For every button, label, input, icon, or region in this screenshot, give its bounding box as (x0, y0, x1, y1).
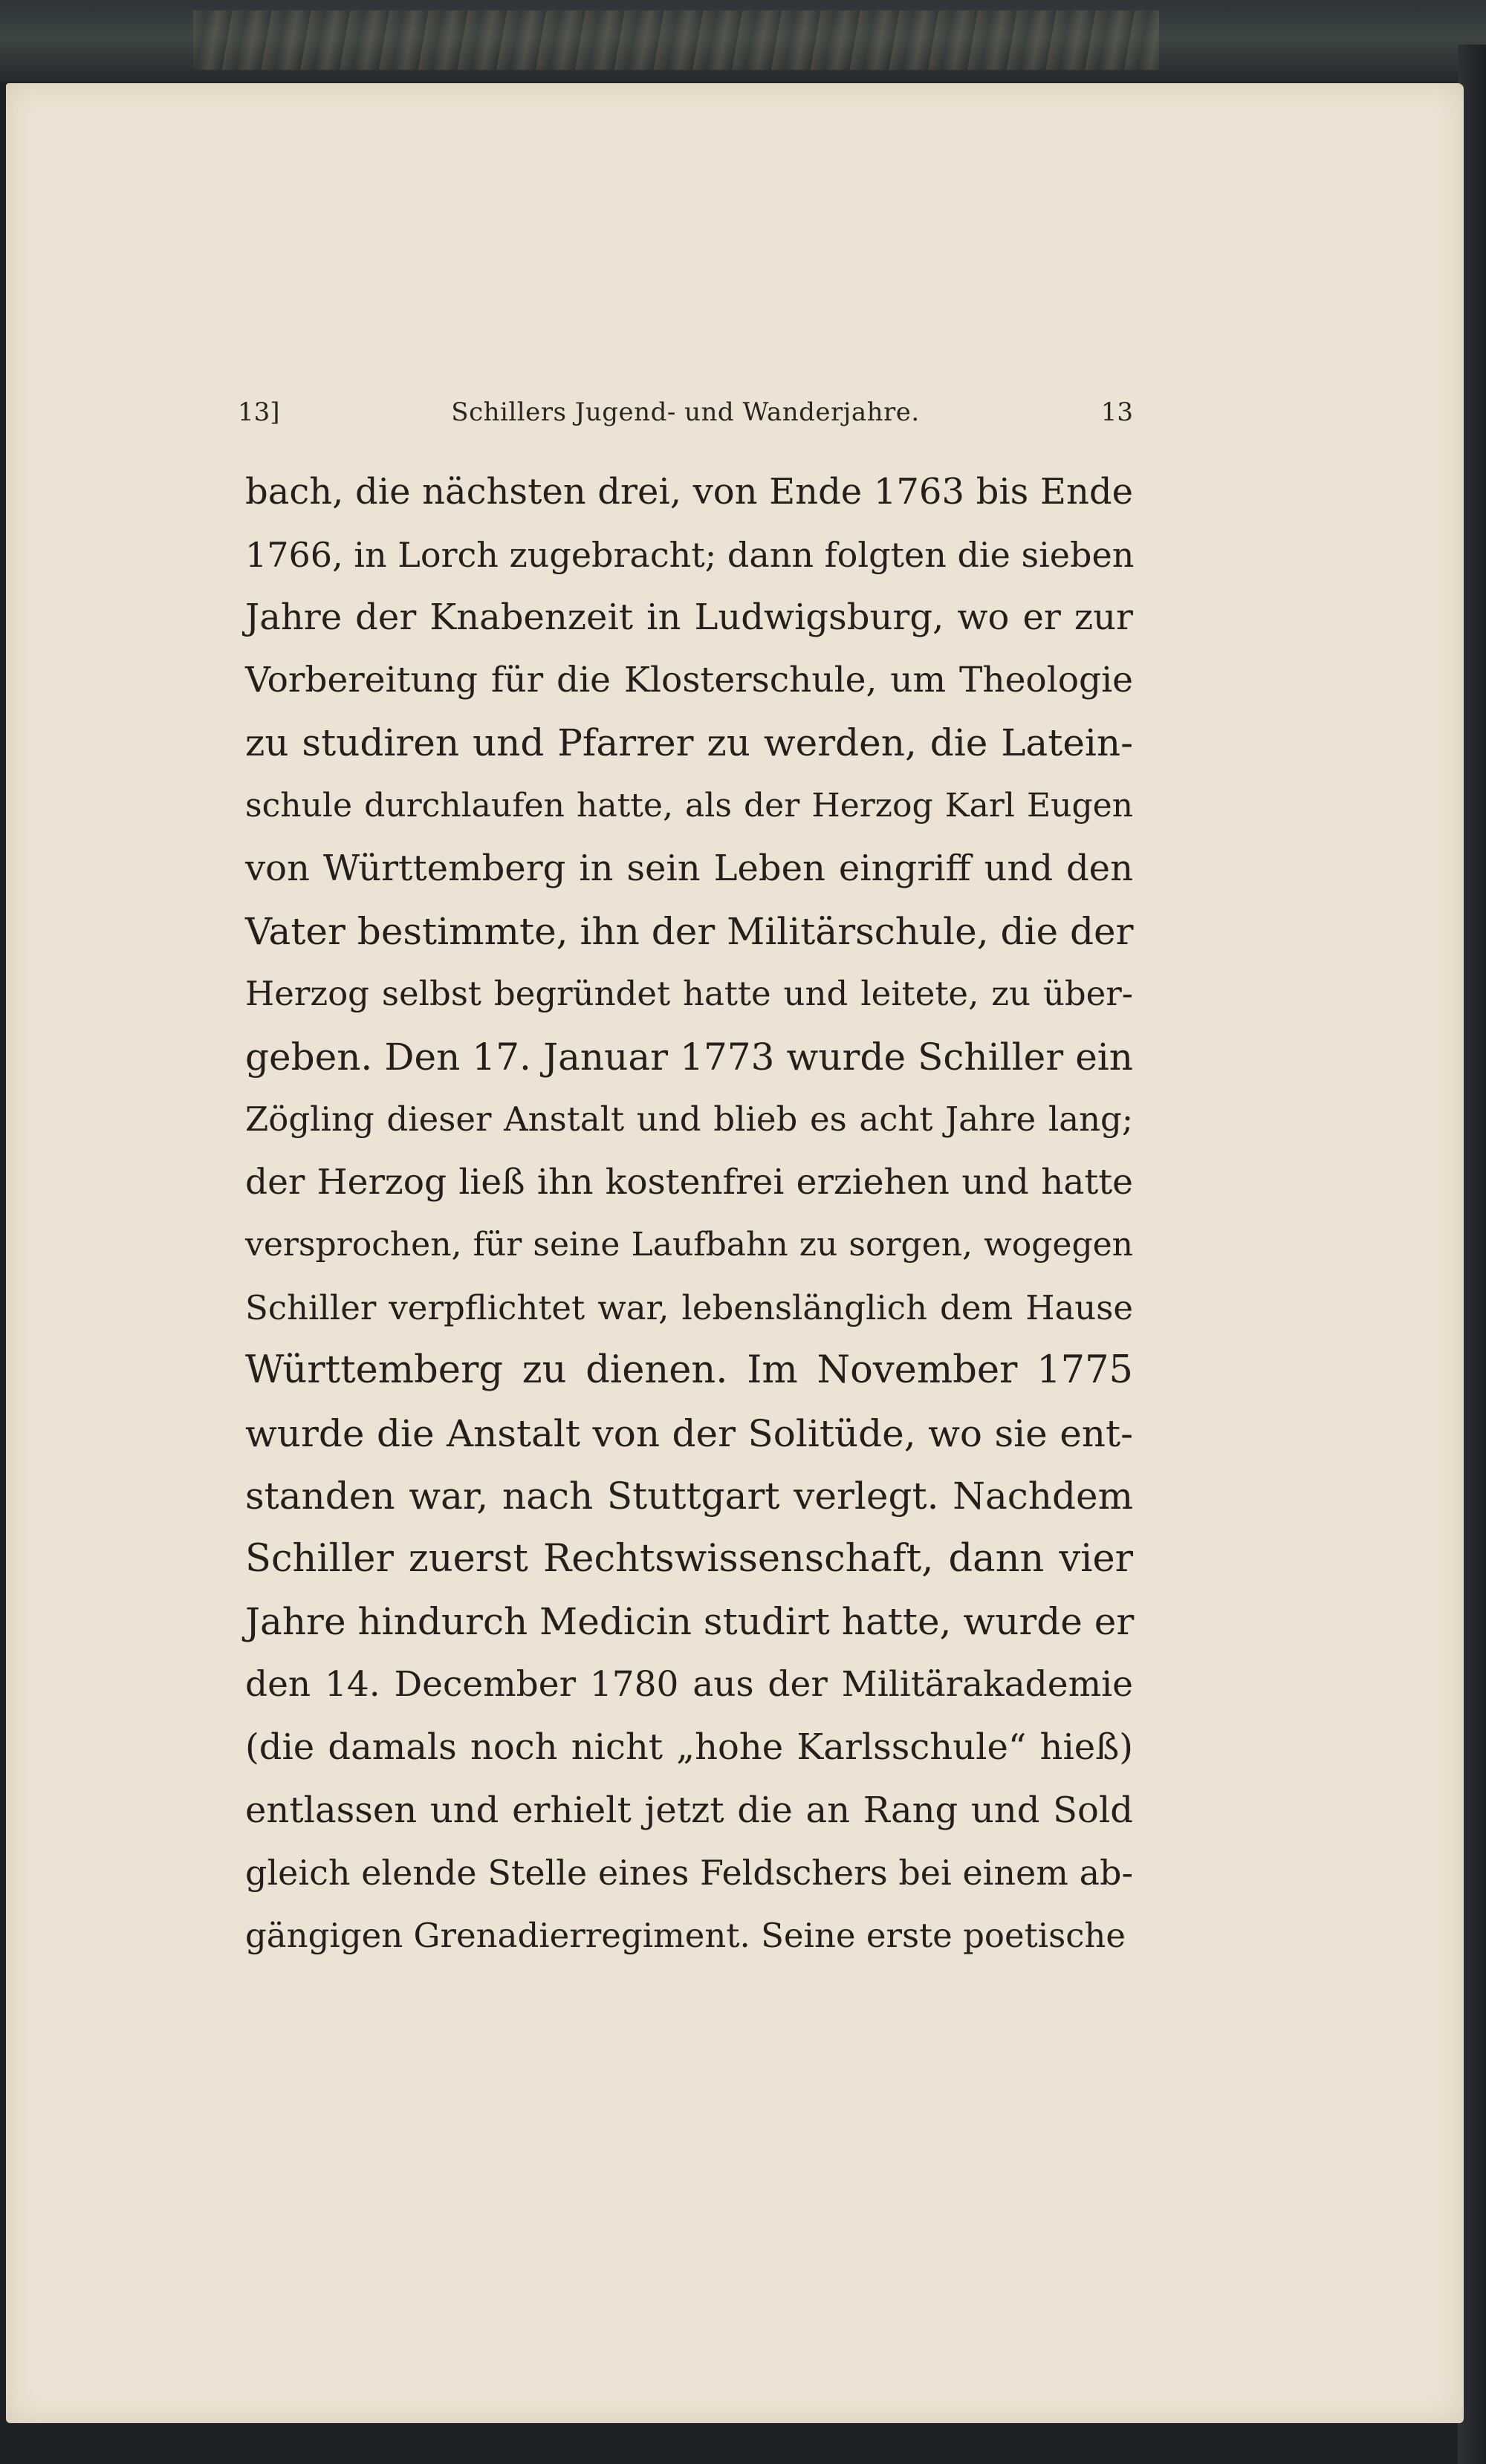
body-text (245, 461, 1133, 1967)
text-line: den 14. December 1780 aus der Militärakademie (245, 1663, 1133, 1705)
text-line: Jahre der Knabenzeit in Ludwigsburg, wo er zur (245, 597, 1133, 638)
page-reference: 13] (238, 397, 280, 427)
running-title: Schillers Jugend- und Wanderjahre. (451, 397, 920, 427)
text-line: Herzog selbst begründet hatte und leitete, zu über- (245, 974, 1133, 1013)
text-line: Vorbereitung für die Klosterschule, um Theologie (245, 659, 1133, 700)
text-line: Zögling dieser Anstalt und blieb es acht Jahre lang; (245, 1099, 1133, 1139)
text-line: gleich elende Stelle eines Feldschers bei einem ab- (245, 1853, 1133, 1893)
text-line: entlassen und erhielt jetzt die an Rang und Sold (245, 1789, 1133, 1831)
text-line: zu studiren und Pfarrer zu werden, die Latein- (245, 721, 1133, 764)
text-line: Schiller zuerst Rechtswissenschaft, dann vier (245, 1536, 1133, 1581)
text-line: wurde die Anstalt von der Solitüde, wo sie ent- (245, 1411, 1133, 1455)
book-cover-edge (0, 0, 1486, 82)
text-line: Württemberg zu dienen. Im November 1775 (245, 1348, 1133, 1392)
text-line: geben. Den 17. Januar 1773 wurde Schiller ein (245, 1035, 1133, 1079)
text-line: Vater bestimmte, ihn der Militärschule, die der (245, 909, 1134, 953)
text-line: standen war, nach Stuttgart verlegt. Nachdem (245, 1475, 1133, 1518)
page-number: 13 (1100, 397, 1133, 427)
text-line: (die damals noch nicht „hohe Karlsschule“ hieß) (245, 1726, 1133, 1768)
text-line: 1766, in Lorch zugebracht; dann folgten die sieben (245, 534, 1135, 575)
text-line: schule durchlaufen hatte, als der Herzog Karl Eugen (245, 786, 1133, 825)
text-line: Jahre hindurch Medicin studirt hatte, wurde er (245, 1600, 1135, 1643)
text-line: der Herzog ließ ihn kostenfrei erziehen und hatte (245, 1161, 1133, 1203)
text-line: Schiller verpflichtet war, lebenslänglich dem Hause (245, 1287, 1133, 1327)
text-line: von Württemberg in sein Leben eingriff und den (245, 848, 1133, 889)
text-line: bach, die nächsten drei, von Ende 1763 bis Ende (245, 471, 1133, 513)
text-line: versprochen, für seine Laufbahn zu sorgen, wogegen (245, 1226, 1133, 1264)
text-line: gängigen Grenadierregiment. Seine erste poetische (245, 1915, 1126, 1955)
running-head (238, 397, 1133, 435)
marbled-binding (193, 10, 1159, 70)
